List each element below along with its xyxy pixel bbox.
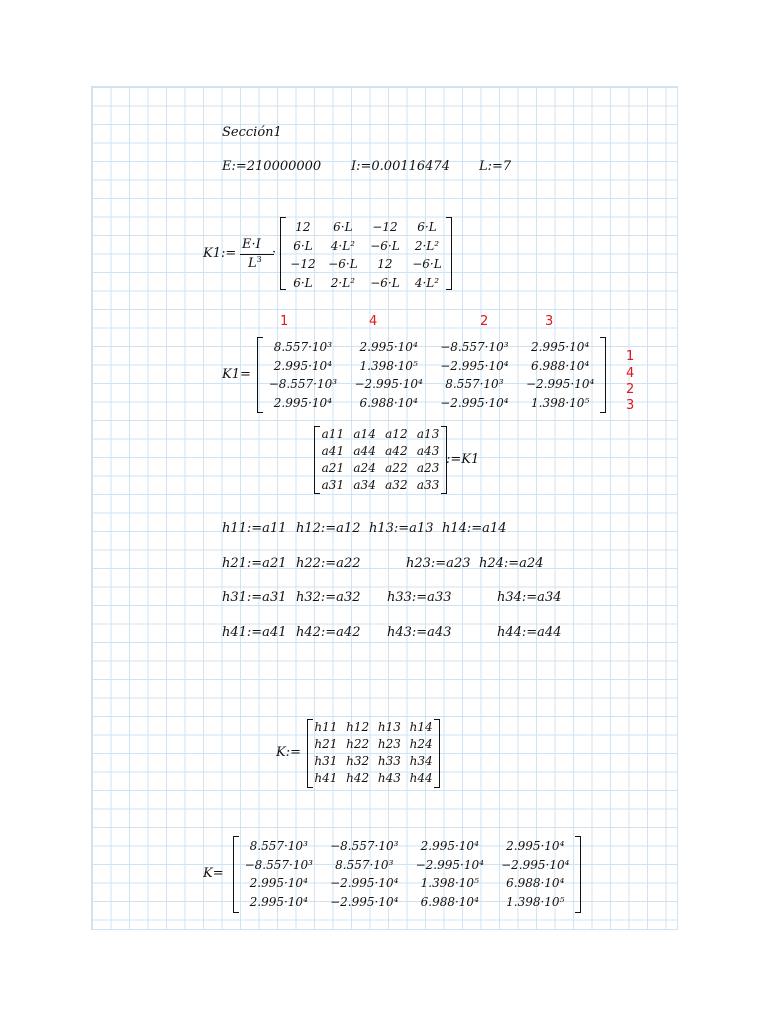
a-matrix-cell: a12 — [385, 427, 408, 441]
k1-def-cell: −12 — [372, 220, 398, 234]
h-assign[interactable]: h32:=a32 — [296, 590, 361, 605]
a-matrix-cell: a23 — [416, 461, 440, 475]
k1-def-dot: · — [272, 245, 277, 260]
k1-row-label: 4 — [626, 366, 635, 381]
k-result-matrix — [233, 836, 581, 913]
k1-def-cell: 12 — [377, 257, 393, 271]
a-matrix-cell: a11 — [321, 427, 345, 441]
k1-def-cell: 6·L — [417, 220, 437, 234]
k1-def-matrix[interactable] — [280, 217, 452, 290]
h-assign[interactable]: h23:=a23 — [406, 556, 471, 571]
k1-result-lhs[interactable]: K1= — [222, 367, 251, 382]
h-assign[interactable]: h43:=a43 — [387, 625, 452, 640]
k-def-cell: h22 — [346, 737, 370, 751]
k1-def-cell: 12 — [295, 220, 311, 234]
def-I[interactable]: I:=0.00116474 — [351, 159, 450, 174]
k1-def-cell: 4·L² — [414, 275, 440, 290]
k1-def-cell: −6·L — [370, 275, 400, 290]
a-matrix-cell: a34 — [353, 478, 376, 492]
h-assign[interactable]: h33:=a33 — [387, 590, 452, 605]
k1-result-cell: 2.995·10⁴ — [359, 340, 418, 354]
def-L[interactable]: L:=7 — [479, 159, 512, 174]
a-matrix-cell: a43 — [416, 444, 440, 458]
k-result-cell: 2.995·10⁴ — [420, 839, 479, 853]
k-result-cell: −2.995·10⁴ — [415, 857, 484, 872]
h-assign[interactable]: h41:=a41 — [222, 625, 287, 640]
k1-result-cell: −2.995·10⁴ — [525, 377, 595, 391]
k1-def-cell: −6·L — [412, 257, 442, 271]
h-assign[interactable]: h24:=a24 — [479, 556, 544, 571]
k-def-cell: h33 — [377, 754, 401, 768]
section-title: Sección1 — [222, 125, 282, 140]
k-result-cell: −2.995·10⁴ — [501, 857, 570, 872]
k-def-cell: h32 — [346, 754, 370, 768]
k1-result-cell: −2.995·10⁴ — [440, 358, 509, 373]
k1-col-label: 2 — [480, 314, 489, 329]
k-def-cell: h41 — [314, 771, 338, 785]
h-assign[interactable]: h11:=a11 — [222, 521, 287, 536]
k-def-cell: h23 — [377, 737, 401, 751]
k-result-lhs[interactable]: K= — [203, 866, 224, 881]
a-matrix-cell: a42 — [385, 444, 408, 458]
k1-result-matrix — [257, 337, 606, 413]
k1-def-cell: 6·L — [293, 275, 313, 290]
k-def-cell: h24 — [409, 737, 433, 751]
k1-def-cell: −6·L — [370, 238, 400, 253]
h-assign[interactable]: h42:=a42 — [296, 625, 361, 640]
k-def-cell: h34 — [409, 754, 433, 768]
k-result-cell: −2.995·10⁴ — [330, 894, 399, 909]
k1-def-denominator: $L^3$ — [248, 255, 262, 271]
h-assign[interactable]: h21:=a21 — [222, 556, 287, 571]
k1-result-cell: −8.557·10³ — [440, 340, 509, 354]
k1-result-cell: −2.995·10⁴ — [354, 377, 423, 391]
a-matrix[interactable] — [314, 426, 447, 494]
h-assign[interactable]: h13:=a13 — [369, 521, 434, 536]
a-matrix-cell: a41 — [321, 444, 345, 458]
k1-result-cell: 8.557·10³ — [445, 377, 504, 391]
k-def-cell: h14 — [409, 720, 433, 734]
h-assign[interactable]: h22:=a22 — [296, 556, 361, 571]
k-def-cell: h11 — [314, 720, 338, 734]
h-assign[interactable]: h31:=a31 — [222, 590, 287, 605]
k1-def-cell: 4·L² — [330, 238, 355, 253]
k1-result-cell: 1.398·10⁵ — [359, 358, 418, 373]
k1-result-cell: 6.988·10⁴ — [531, 358, 590, 373]
h-assign[interactable]: h44:=a44 — [497, 625, 562, 640]
h-assign[interactable]: h12:=a12 — [296, 521, 361, 536]
k-def-cell: h31 — [314, 754, 338, 768]
a-matrix-cell: a32 — [385, 478, 408, 492]
k-result-cell: 8.557·10³ — [249, 839, 308, 853]
k-def-cell: h21 — [314, 737, 338, 751]
k-result-cell: 2.995·10⁴ — [249, 894, 308, 909]
k-def-cell: h12 — [346, 720, 370, 734]
k-def-lhs[interactable]: K:= — [276, 745, 301, 760]
k-result-cell: 2.995·10⁴ — [506, 839, 565, 853]
k1-result-cell: 2.995·10⁴ — [531, 340, 590, 354]
a-matrix-cell: a14 — [353, 427, 376, 441]
a-matrix-cell: a13 — [416, 427, 440, 441]
k-result-cell: 6.988·10⁴ — [420, 894, 479, 909]
k-result-cell: 1.398·10⁵ — [420, 876, 479, 890]
k-result-cell: −8.557·10³ — [330, 839, 399, 853]
a-matrix-cell: a21 — [321, 461, 345, 475]
worksheet-grid — [91, 86, 678, 930]
k1-row-label: 3 — [626, 398, 635, 413]
k-result-cell: 2.995·10⁴ — [249, 876, 308, 890]
k-result-cell: −8.557·10³ — [244, 857, 313, 872]
k1-col-label: 1 — [280, 314, 289, 329]
k-result-cell: −2.995·10⁴ — [330, 876, 399, 890]
k1-row-label: 1 — [626, 349, 635, 364]
k1-result-cell: 1.398·10⁵ — [531, 395, 590, 410]
k1-col-label: 4 — [369, 314, 378, 329]
a-matrix-rhs[interactable]: :=K1 — [446, 452, 480, 467]
k1-row-label: 2 — [626, 382, 635, 397]
k1-col-label: 3 — [545, 314, 554, 329]
k1-result-cell: 2.995·10⁴ — [273, 395, 332, 410]
k-def-cell: h43 — [377, 771, 401, 785]
a-matrix-cell: a31 — [321, 478, 345, 492]
k1-def-cell: 2·L² — [330, 275, 355, 290]
h-assign[interactable]: h34:=a34 — [497, 590, 562, 605]
def-E[interactable]: E:=210000000 — [222, 159, 322, 174]
k1-result-cell: 6.988·10⁴ — [359, 395, 418, 410]
k-result-cell: 8.557·10³ — [335, 857, 394, 872]
k1-def-numerator: E·I — [242, 237, 261, 252]
a-matrix-cell: a24 — [353, 461, 376, 475]
k1-def-cell: −12 — [290, 257, 316, 271]
k-def-cell: h44 — [409, 771, 433, 785]
k1-def-lhs[interactable]: K1:= — [203, 246, 237, 261]
k1-result-cell: 2.995·10⁴ — [273, 358, 332, 373]
k-def-cell: h42 — [346, 771, 370, 785]
k-result-cell: 1.398·10⁵ — [506, 894, 565, 909]
k-result-cell: 6.988·10⁴ — [506, 876, 565, 890]
k1-def-cell: 6·L — [333, 220, 353, 234]
k1-result-cell: −8.557·10³ — [268, 377, 338, 391]
a-matrix-cell: a44 — [353, 444, 376, 458]
a-matrix-cell: a22 — [385, 461, 408, 475]
k-def-cell: h13 — [377, 720, 401, 734]
k1-result-cell: −2.995·10⁴ — [440, 395, 509, 410]
k1-def-cell: 2·L² — [414, 238, 440, 253]
a-matrix-cell: a33 — [416, 478, 440, 492]
k1-def-cell: 6·L — [293, 238, 313, 253]
k1-def-cell: −6·L — [328, 257, 358, 271]
k1-result-cell: 8.557·10³ — [273, 340, 332, 354]
h-assign[interactable]: h14:=a14 — [442, 521, 507, 536]
k-def-matrix[interactable] — [307, 719, 440, 788]
